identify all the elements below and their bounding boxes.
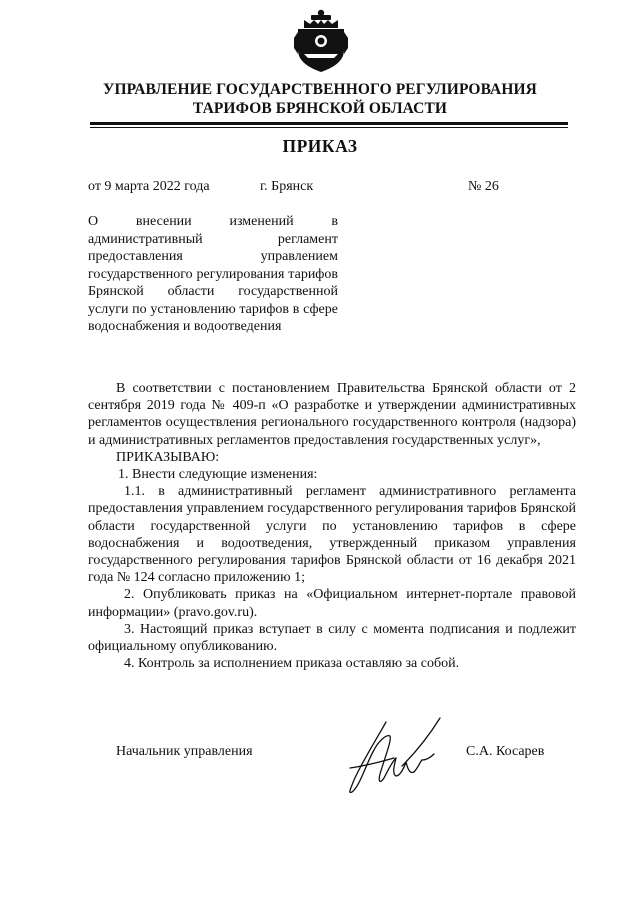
order-word: ПРИКАЗЫВАЮ:: [116, 449, 220, 465]
document-body: [88, 380, 576, 672]
header-divider-thick: [90, 122, 568, 125]
document-number: № 26: [468, 179, 499, 194]
document-city: г. Брянск: [260, 179, 314, 194]
organization-name-line1: УПРАВЛЕНИЕ ГОСУДАРСТВЕННОГО РЕГУЛИРОВАНИЯ: [103, 81, 537, 98]
order-item-3: 3. Настоящий приказ вступает в силу с момента подписания и подлежит официальному опубликованию.: [88, 621, 576, 655]
header-divider-thin: [90, 127, 568, 128]
order-item-1: 1. Внести следующие изменения:: [118, 467, 318, 483]
preamble-paragraph: В соответствии с постановлением Правительства Брянской области от 2 сентября 2019 года № 409-п «О разработке и утверждении административных регламентов осуществления регионального государственного контроля (надзора) и административных регламентов предоставления государственных услуг»,: [88, 381, 576, 448]
order-item-4: 4. Контроль за исполнением приказа оставляю за собой.: [124, 656, 460, 672]
order-item-2: 2. Опубликовать приказ на «Официальном интернет-портале правовой информации» (pravo.gov.ru).: [88, 587, 576, 620]
order-item-1-1: 1.1. в административный регламент административного регламента предоставления управлением государственного регулирования тарифов Брянской области государственной услуги по установлению тарифов в сфере водоснабжения и водоотведения, утвержденный приказом управления государственного регулирования тарифов Брянской области от 16 декабря 2021 года № 124 согласно приложению 1;: [88, 484, 576, 586]
signatory-name: С.А. Косарев: [466, 744, 545, 759]
document-date: от 9 марта 2022 года: [88, 179, 210, 194]
organization-name-line2: ТАРИФОВ БРЯНСКОЙ ОБЛАСТИ: [192, 100, 448, 117]
document-title: ПРИКАЗ: [282, 136, 358, 156]
handwritten-signature: [330, 714, 460, 798]
coat-of-arms-icon: [294, 8, 348, 74]
signatory-position: Начальник управления: [116, 744, 253, 759]
document-subject: О внесении изменений в административный регламент предоставления управлением государственного регулирования тарифов Брянской области государственной услуги по установлению тарифов в сфере водоснабжения и водоотведения: [88, 214, 338, 334]
